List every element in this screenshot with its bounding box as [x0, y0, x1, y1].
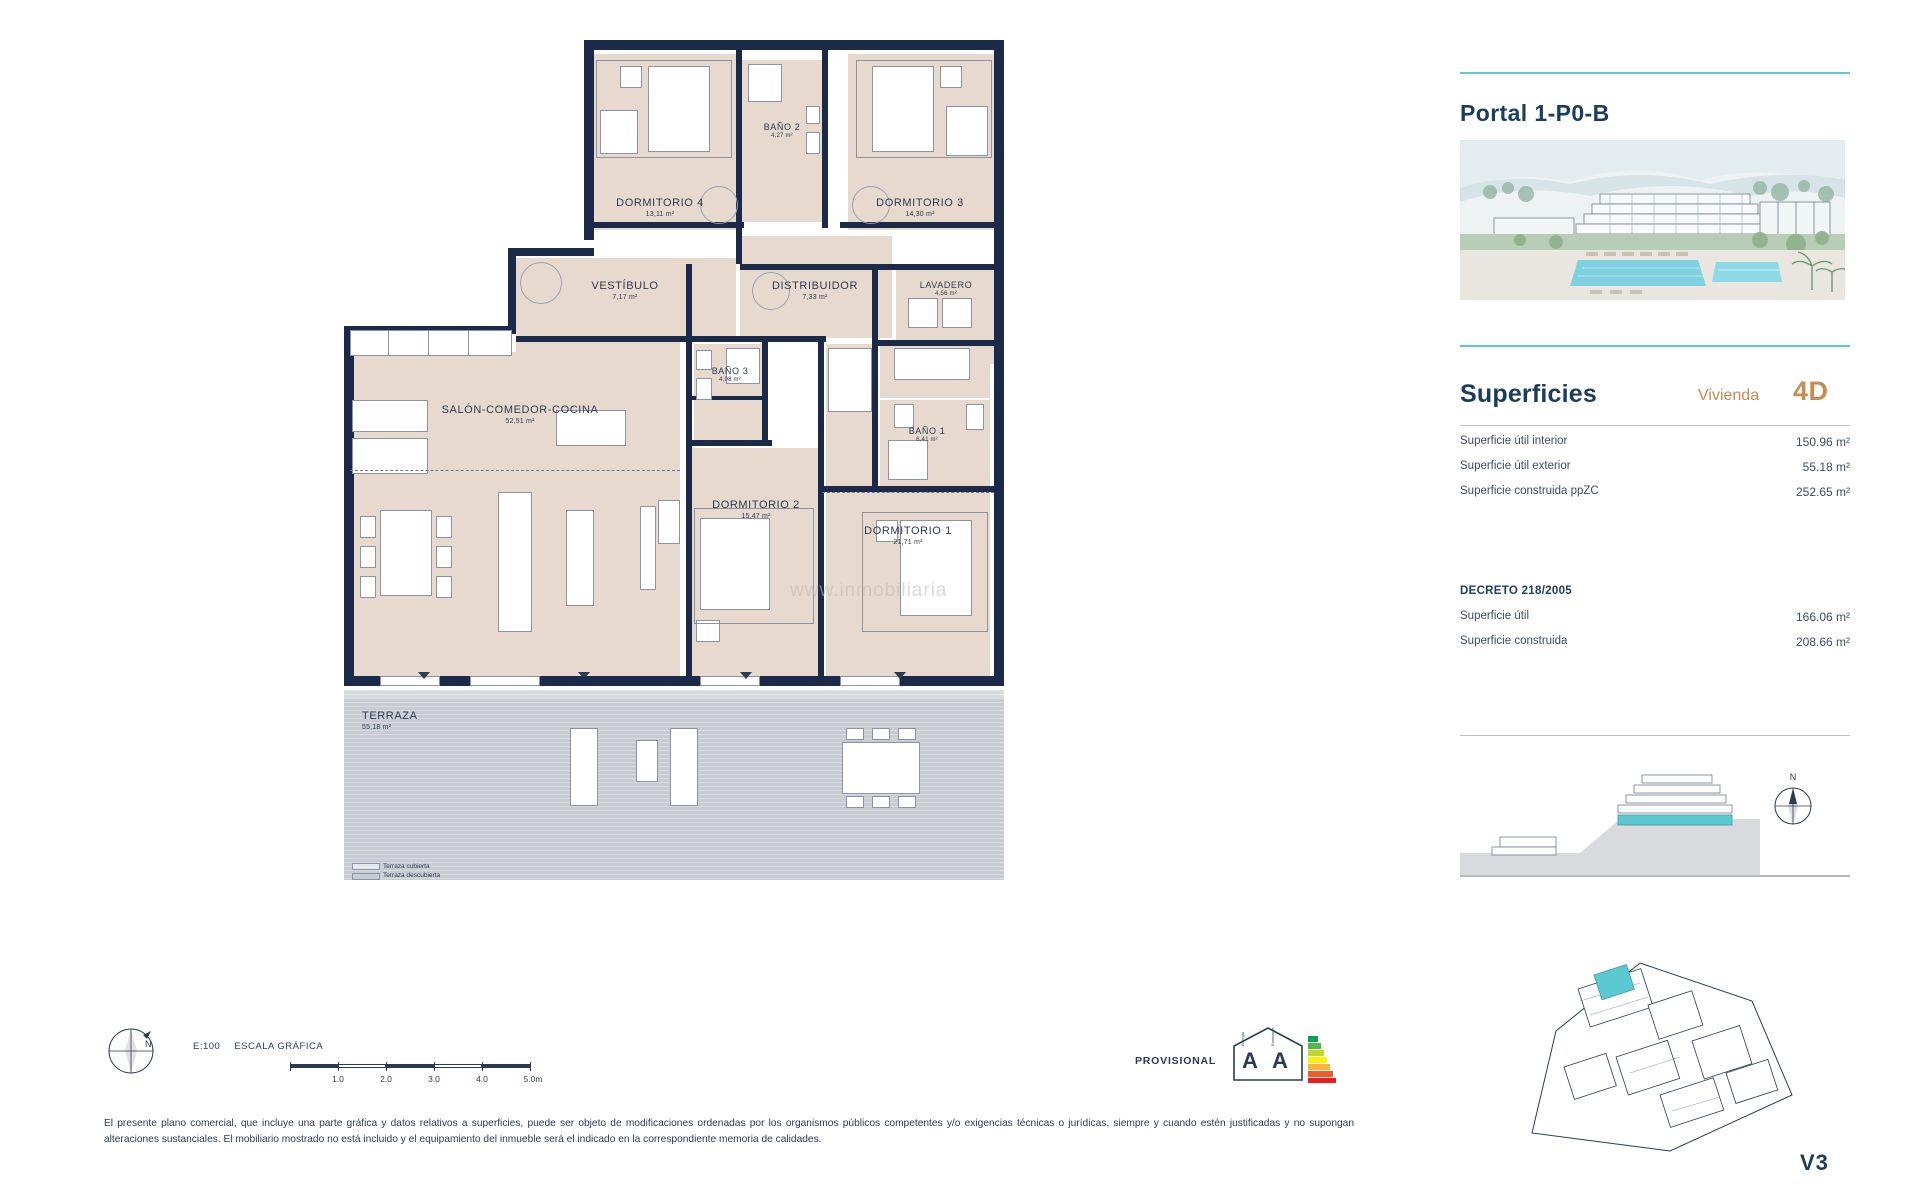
- divider-site: [1460, 735, 1850, 736]
- svg-text:N: N: [1789, 772, 1797, 782]
- wall-int-h5: [686, 440, 772, 446]
- room-label-dormitorio2: DORMITORIO 2 15,47 m²: [712, 499, 800, 520]
- room-label-vestibulo: VESTÍBULO 7,17 m²: [591, 280, 659, 301]
- wall-int-v3: [736, 228, 742, 264]
- info-panel: [1460, 0, 1920, 1200]
- furniture-terrace-chair-4: [846, 796, 864, 808]
- furniture-sofa-salon: [352, 438, 428, 474]
- furniture-terrace-dining-table: [842, 742, 920, 794]
- scale-tick-4: 4.0: [476, 1074, 488, 1084]
- furniture-closet-d1: [828, 348, 872, 412]
- furniture-kitchen-counter-top: [350, 330, 512, 356]
- wall-int-v4: [686, 264, 692, 684]
- energy-rating-badge: [1228, 1022, 1346, 1084]
- door-arc-distribuidor: [752, 272, 790, 310]
- wall-int-h7: [874, 340, 1004, 346]
- svg-text:A: A: [1242, 1048, 1258, 1073]
- furniture-terrace-lounger-2: [670, 728, 698, 806]
- scale-title: ESCALA GRÁFICA: [234, 1041, 324, 1052]
- superficie-label-0: Superficie útil interior: [1460, 435, 1568, 447]
- superficie-value-0: 150.96 m²: [1795, 435, 1850, 449]
- furniture-kitchen-counter-left: [352, 400, 428, 432]
- scale-tick-2: 2.0: [380, 1074, 392, 1084]
- wall-left-step-2: [508, 248, 516, 334]
- decreto-label-0: Superficie útil: [1460, 610, 1530, 622]
- divider-dashed-salon: [350, 470, 680, 471]
- furniture-terrace-chair-3: [898, 728, 916, 740]
- wall-int-h9: [740, 264, 876, 270]
- wall-top-right-edge: [994, 40, 1004, 290]
- compass-north-icon: [1768, 770, 1818, 832]
- decreto-title: DECRETO 218/2005: [1460, 585, 1572, 597]
- decreto-value-0: 166.06 m²: [1795, 610, 1850, 624]
- terraza-covered-area: [344, 690, 1004, 698]
- divider-superficies-rows: [1460, 425, 1850, 426]
- scale-tick-5: 5.0m: [523, 1074, 543, 1084]
- furniture-sink-b1: [894, 404, 914, 428]
- wall-int-h8: [872, 264, 1004, 270]
- room-label-terraza: TERRAZA 55,18 m²: [362, 710, 418, 731]
- door-arc-dormitorio3: [852, 186, 890, 224]
- wall-int-h3: [516, 336, 692, 342]
- furniture-sofa-long: [498, 492, 532, 632]
- vivienda-value: 4D: [1793, 376, 1829, 406]
- legend-swatch-covered: [352, 863, 380, 870]
- furniture-sink-b2: [806, 106, 820, 124]
- svg-text:Energía: Energía: [1240, 1031, 1245, 1046]
- step-arrow-4: [894, 672, 906, 679]
- furniture-coffee-table: [556, 410, 626, 446]
- vivienda-label: Vivienda: [1698, 387, 1760, 404]
- furniture-dining-table: [380, 510, 432, 596]
- terraza-legend: [352, 862, 440, 881]
- scale-tick-1: 1.0: [332, 1074, 344, 1084]
- furniture-chair-4: [436, 516, 452, 538]
- legend-label-covered: Terraza cubierta: [383, 863, 430, 870]
- furniture-rug-d2: [694, 508, 814, 624]
- furniture-kitchen-divider-2: [428, 330, 429, 356]
- wall-int-v7: [762, 340, 768, 446]
- door-arc-dormitorio4: [700, 186, 738, 224]
- wall-int-v5: [818, 340, 824, 684]
- furniture-rug-d1: [862, 512, 988, 632]
- furniture-toilet-b3: [696, 378, 712, 400]
- furniture-toilet-b1: [966, 404, 984, 430]
- wall-int-v6: [872, 264, 878, 490]
- superficie-label-1: Superficie útil exterior: [1460, 460, 1571, 472]
- furniture-rug-d3: [856, 60, 992, 158]
- furniture-chair-1: [360, 516, 376, 538]
- site-plan-key-map: [1520, 945, 1820, 1160]
- furniture-chair-3: [360, 576, 376, 598]
- furniture-terrace-chair-2: [872, 728, 890, 740]
- room-label-bano2: BAÑO 2 4,27 m²: [763, 122, 801, 140]
- version-label: V3: [1800, 1150, 1829, 1175]
- furniture-terrace-chair-1: [846, 728, 864, 740]
- wall-top-left-edge: [584, 40, 594, 240]
- superficies-title: Superficies: [1460, 380, 1597, 408]
- furniture-chair-2: [360, 546, 376, 568]
- furniture-sink-b3: [696, 350, 712, 370]
- room-label-distribuidor: DISTRIBUIDOR 7,33 m²: [771, 280, 859, 301]
- wall-left-outer: [344, 326, 354, 686]
- furniture-terrace-chair-5: [872, 796, 890, 808]
- disclaimer-text: El presente plano comercial, que incluye una parte gráfica y datos relativos a superficies, puede ser objeto de modificaciones ordenadas por los organismos públicos competentes y/o exigencias técnicas o jurídicas, siempre y cuando estén justificadas y no supongan alteraciones sustanciales. El mobiliario mostrado no está incluido y el equipamiento del inmueble será el indicado en la correspondiente memoria de calidades.: [104, 1118, 1354, 1145]
- furniture-side-unit: [566, 510, 594, 606]
- svg-text:N: N: [145, 1039, 152, 1049]
- wall-left-step-1: [508, 248, 594, 256]
- furniture-shower-b2: [748, 64, 782, 102]
- decreto-label-1: Superficie construida: [1460, 635, 1568, 647]
- furniture-shower-b3: [726, 348, 760, 384]
- window-bottom-1: [380, 676, 440, 686]
- room-label-salon: SALÓN-COMEDOR-COCINA 52,51 m²: [441, 404, 599, 425]
- decreto-value-1: 208.66 m²: [1795, 635, 1850, 649]
- room-label-bano3: BAÑO 3 4,08 m²: [711, 366, 749, 384]
- furniture-chair-5: [436, 546, 452, 568]
- legend-swatch-uncovered: [352, 873, 380, 880]
- furniture-toilet-b2: [806, 132, 820, 154]
- furniture-armchair: [658, 500, 680, 544]
- divider-top: [1460, 72, 1850, 74]
- compass-small-icon: [105, 1025, 157, 1077]
- svg-text:A: A: [1272, 1048, 1288, 1073]
- scale-bar: [290, 1062, 530, 1071]
- provisional-label: PROVISIONAL: [1135, 1055, 1217, 1067]
- furniture-media-unit: [640, 506, 656, 590]
- portal-title: Portal 1-P0-B: [1460, 100, 1610, 126]
- scale-tick-3: 3.0: [428, 1074, 440, 1084]
- room-label-lavadero: LAVADERO 4,56 m²: [919, 280, 973, 298]
- room-label-bano1: BAÑO 1 6,41 m²: [908, 426, 946, 444]
- superficie-value-2: 252.65 m²: [1795, 485, 1850, 499]
- legend-label-uncovered: Terraza descubierta: [383, 872, 441, 880]
- wall-int-h4: [686, 336, 826, 342]
- room-label-dormitorio1: DORMITORIO 1 21,71 m²: [864, 525, 952, 546]
- step-arrow-1: [418, 672, 430, 679]
- watermark: www.inmobiliaria: [790, 580, 948, 601]
- door-arc-vestibulo: [520, 262, 562, 304]
- room-label-dormitorio3: DORMITORIO 3 14,30 m²: [876, 197, 964, 218]
- divider-dashed-dorm1: [822, 492, 994, 493]
- furniture-terrace-lounger-1: [570, 728, 598, 806]
- room-label-dormitorio4: DORMITORIO 4 13,11 m²: [616, 197, 704, 218]
- furniture-dryer-lav: [942, 298, 972, 328]
- divider-superficies: [1460, 345, 1850, 347]
- window-bottom-4: [840, 676, 900, 686]
- room-fill-hall3: [690, 448, 822, 472]
- furniture-kitchen-divider-1: [388, 330, 389, 356]
- furniture-bathtub-b1: [894, 348, 970, 380]
- furniture-terrace-side-table: [636, 740, 658, 782]
- furniture-terrace-chair-6: [898, 796, 916, 808]
- svg-text:Emisiones: Emisiones: [1270, 1027, 1275, 1046]
- furniture-rug-d4: [596, 60, 732, 158]
- wall-top: [584, 40, 1004, 50]
- window-bottom-2: [470, 676, 540, 686]
- step-arrow-2: [578, 672, 590, 679]
- building-render-image: [1460, 140, 1845, 300]
- step-arrow-3: [740, 672, 752, 679]
- superficie-label-2: Superficie construida ppZC: [1460, 485, 1599, 497]
- superficie-value-1: 55.18 m²: [1802, 460, 1850, 474]
- furniture-shower-b1: [888, 440, 928, 480]
- furniture-chair-6: [436, 576, 452, 598]
- furniture-kitchen-divider-3: [468, 330, 469, 356]
- furniture-washer-lav: [908, 298, 938, 328]
- scale-caption: [193, 1041, 323, 1052]
- wall-int-v2: [822, 46, 828, 228]
- scale-ratio: E:100: [193, 1041, 221, 1052]
